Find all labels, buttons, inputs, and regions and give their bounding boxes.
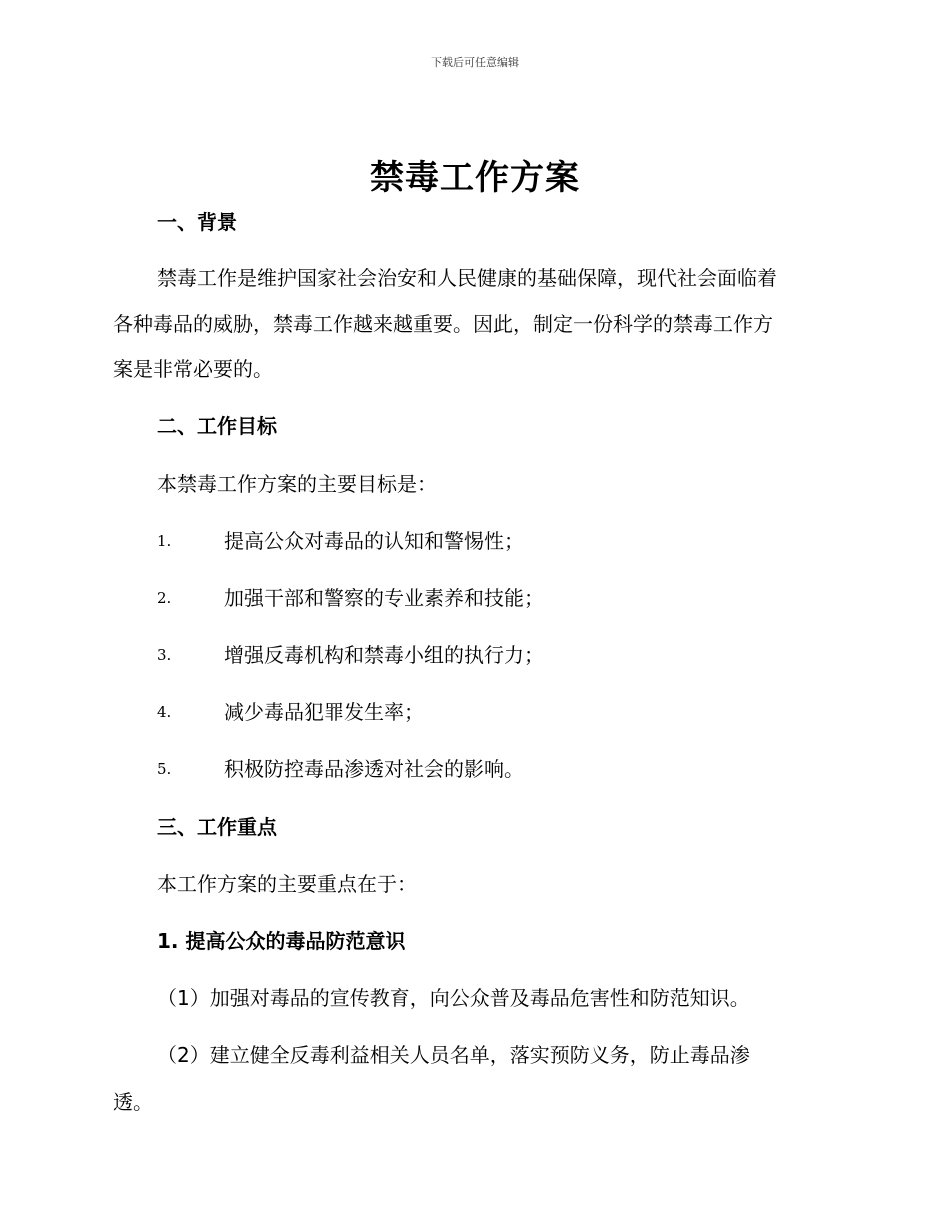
section-heading-goals: 二、工作目标 [157, 414, 277, 438]
background-paragraph-line-3: 案是非常必要的。 [113, 357, 273, 381]
goals-intro: 本禁毒工作方案的主要目标是： [157, 472, 437, 496]
list-item-number: 4. [157, 703, 172, 721]
list-item-text: 减少毒品犯罪发生率； [224, 700, 424, 724]
section-heading-background: 一、背景 [157, 210, 237, 234]
page-header-note: 下载后可任意编辑 [431, 56, 519, 69]
list-item-text: 积极防控毒品渗透对社会的影响。 [224, 757, 524, 781]
list-item-number: 1. [157, 532, 172, 550]
list-item-number: 5. [157, 760, 172, 778]
focus-point-1: （1）加强对毒品的宣传教育，向公众普及毒品危害性和防范知识。 [157, 986, 750, 1010]
section-heading-focus: 三、工作重点 [157, 815, 277, 839]
focus-point-2-line-1: （2）建立健全反毒利益相关人员名单，落实预防义务，防止毒品渗 [157, 1043, 750, 1067]
list-item-text: 加强干部和警察的专业素养和技能； [224, 586, 544, 610]
list-item-text: 提高公众对毒品的认知和警惕性； [224, 529, 524, 553]
list-item-number: 2. [157, 589, 172, 607]
focus-subheading: 1. 提高公众的毒品防范意识 [157, 929, 406, 953]
focus-intro: 本工作方案的主要重点在于： [157, 872, 417, 896]
document-title: 禁毒工作方案 [370, 158, 580, 198]
background-paragraph-line-2: 各种毒品的威胁，禁毒工作越来越重要。因此，制定一份科学的禁毒工作方 [113, 312, 773, 336]
background-paragraph-line-1: 禁毒工作是维护国家社会治安和人民健康的基础保障，现代社会面临着 [157, 266, 777, 290]
focus-point-2-line-2: 透。 [113, 1090, 153, 1114]
list-item-number: 3. [157, 646, 172, 664]
list-item-text: 增强反毒机构和禁毒小组的执行力； [224, 643, 544, 667]
